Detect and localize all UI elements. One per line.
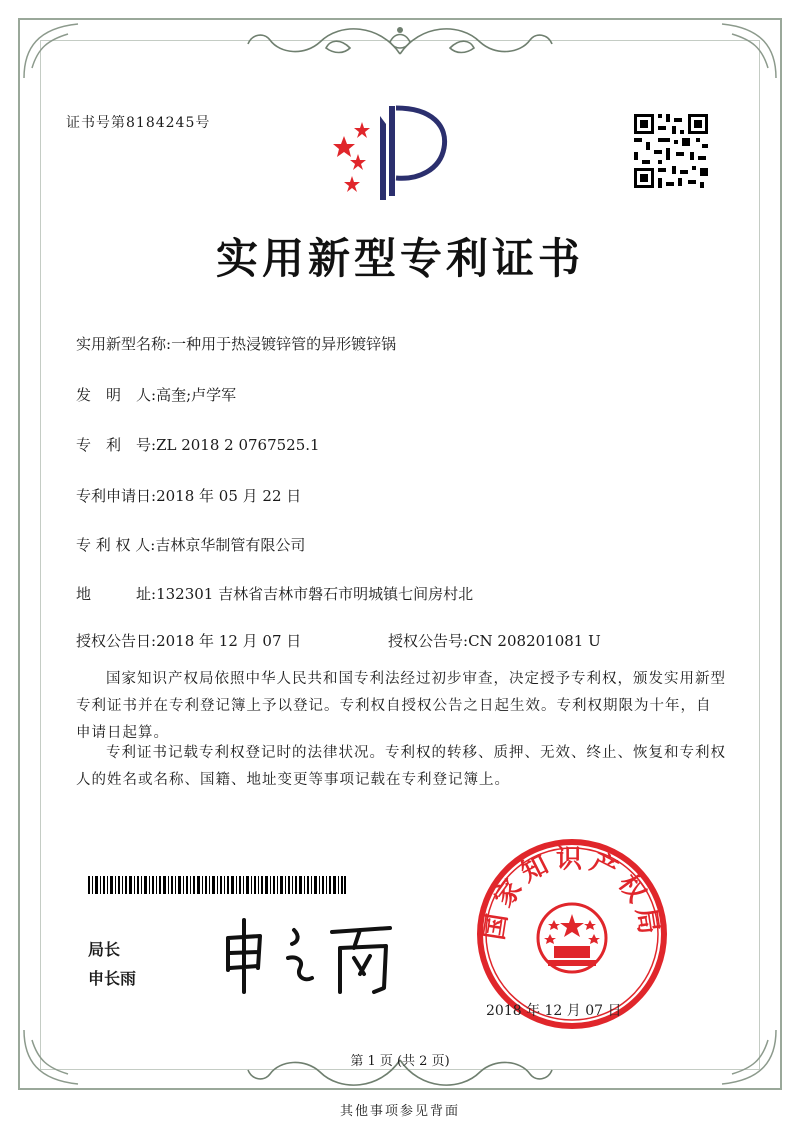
filing-date-row — [76, 485, 301, 506]
certificate-title: 实用新型专利证书 — [215, 234, 584, 283]
corner-ornament — [18, 18, 88, 88]
field-label: 专利申请日: — [76, 487, 157, 505]
inventor-row — [76, 384, 236, 405]
corner-ornament — [712, 18, 782, 88]
back-page-note: 其他事项参见背面 — [339, 1104, 460, 1119]
field-label: 实用新型名称: — [76, 335, 172, 353]
field-value: 2018 年 05 月 22 日 — [156, 487, 302, 505]
handwritten-signature — [214, 908, 414, 998]
field-label: 发 明 人: — [76, 386, 157, 404]
grant-statement: 国家知识产权局依照中华人民共和国专利法经过初步审查，决定授予专利权，颁发实用新型专利证书并在专利登记簿上予以登记。专利权自授权公告之日起生效。专利权期限为十年，自申请日起算。 — [76, 671, 726, 741]
patent-office-logo — [322, 96, 452, 206]
field-value: 高奎;卢学军 — [156, 386, 237, 404]
grant-number-row — [388, 630, 601, 651]
patentee-row — [76, 534, 305, 555]
page-number: 第 1 页 (共 2 页) — [350, 1054, 450, 1069]
field-value: 132301 吉林省吉林市磐石市明城镇七间房村北 — [156, 585, 474, 603]
grant-date-row — [76, 630, 301, 651]
bottom-ornament — [230, 1040, 570, 1100]
certificate-number: 证书号第8184245号 — [66, 115, 211, 131]
field-label: 专 利 号: — [76, 436, 157, 454]
top-ornament — [230, 14, 570, 74]
seal-text: 国家知识产权局 — [479, 844, 665, 943]
utility-model-name-row — [76, 333, 396, 354]
director-title: 局长 — [88, 940, 121, 959]
field-label: 专 利 权 人: — [76, 536, 156, 554]
field-value: CN 208201081 U — [468, 632, 601, 650]
legal-status-statement: 专利证书记载专利权登记时的法律状况。专利权的转移、质押、无效、终止、恢复和专利权人的姓名或名称、国籍、地址变更等事项记载在专利登记簿上。 — [76, 745, 726, 788]
director-name: 申长雨 — [88, 969, 137, 988]
seal-date: 2018 年 12 月 07 日 — [486, 1003, 622, 1019]
field-value: 2018 年 12 月 07 日 — [156, 632, 302, 650]
address-row — [76, 583, 473, 604]
field-value: ZL 2018 2 0767525.1 — [156, 436, 320, 454]
field-label: 授权公告日: — [76, 632, 157, 650]
field-label: 授权公告号: — [388, 632, 469, 650]
field-label: 地 址: — [76, 585, 157, 603]
barcode — [88, 876, 346, 894]
field-value: 吉林京华制管有限公司 — [155, 536, 306, 554]
qr-code — [632, 112, 710, 190]
patent-number-row — [76, 434, 320, 455]
field-value: 一种用于热浸镀锌管的异形镀锌锅 — [171, 335, 397, 353]
